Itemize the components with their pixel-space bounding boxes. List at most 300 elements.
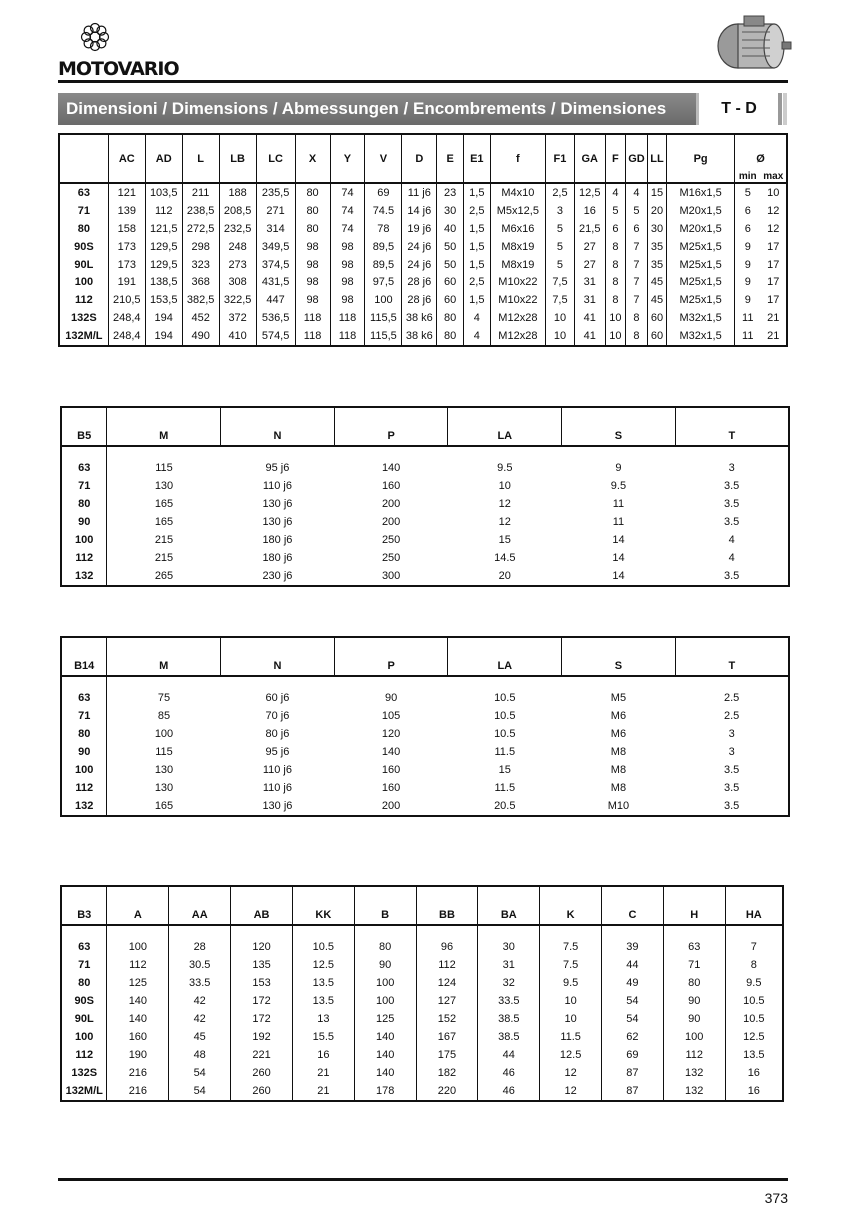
section-code: T - D <box>721 100 757 117</box>
table-cell: 8 <box>605 238 626 256</box>
table-cell: 90 <box>354 956 416 974</box>
frame-size-cell: 90L <box>74 258 94 271</box>
table-cell: 132 <box>663 1082 725 1101</box>
gland-range-cell <box>735 309 788 327</box>
min-value: 11 <box>742 312 754 325</box>
gland-range-cell <box>735 291 788 309</box>
spacer-cell <box>540 925 602 938</box>
table-cell: 80 <box>437 327 464 346</box>
min-value: 9 <box>744 276 751 289</box>
table-cell: 98 <box>330 291 365 309</box>
column-header: B5 <box>77 430 92 442</box>
table-cell: 120 <box>231 938 293 956</box>
b3-foot-table <box>60 885 784 1102</box>
table-cell: 121 <box>108 183 145 202</box>
gland-range-cell <box>735 327 788 346</box>
table-cell: 129,5 <box>145 256 182 274</box>
table-row <box>59 183 787 202</box>
column-header: P <box>334 637 448 676</box>
table-cell: 44 <box>602 956 664 974</box>
table-cell: 14 <box>612 570 625 582</box>
table-cell: 60 j6 <box>265 692 290 704</box>
table-cell: 6 <box>626 220 648 238</box>
table-cell: M32x1,5 <box>667 327 735 346</box>
table-cell: 10 <box>546 309 575 327</box>
table-cell: 140 <box>381 462 401 474</box>
table-cell: 230 j6 <box>262 570 293 582</box>
table-row <box>61 974 783 992</box>
column-header: LA <box>448 407 562 446</box>
spacer-row <box>61 676 789 689</box>
table-cell: 41 <box>574 309 605 327</box>
table-cell: 110 j6 <box>262 764 292 776</box>
table-cell: 308 <box>219 273 256 291</box>
min-value: 9 <box>744 294 751 307</box>
table-cell: 11.5 <box>540 1028 602 1046</box>
table-row <box>61 992 783 1010</box>
table-cell: 8 <box>605 291 626 309</box>
spacer-cell <box>231 925 293 938</box>
table-cell: 2,5 <box>546 183 575 202</box>
table-cell: 31 <box>478 956 540 974</box>
table-cell: 112 <box>107 956 169 974</box>
column-subheader <box>647 170 667 183</box>
table-cell: 38.5 <box>478 1010 540 1028</box>
table-cell: 211 <box>182 183 219 202</box>
table-cell: 3 <box>728 462 735 474</box>
max-value: 10 <box>767 186 780 199</box>
table-cell: 127 <box>416 992 478 1010</box>
table-cell: 98 <box>330 238 365 256</box>
table-cell: 38 k6 <box>402 309 437 327</box>
table-cell: 130 <box>154 480 174 492</box>
frame-size-cell: 100 <box>61 531 107 549</box>
spacer-cell <box>663 925 725 938</box>
table-cell: 8 <box>626 309 648 327</box>
table-row <box>61 549 789 567</box>
min-value: 6 <box>744 204 751 217</box>
table-cell: M32x1,5 <box>667 309 735 327</box>
frame-size-cell: 132M/L <box>65 330 103 343</box>
table-cell: 105 <box>381 710 401 722</box>
gland-range-cell <box>735 256 788 274</box>
column-subheader <box>108 170 145 183</box>
column-header: AD <box>145 134 182 170</box>
table-cell: 54 <box>602 1010 664 1028</box>
motor-illustration <box>712 12 792 77</box>
table-cell: 158 <box>108 220 145 238</box>
table-cell: M4x10 <box>490 183 545 202</box>
column-header: HA <box>725 886 783 925</box>
table-cell: 96 <box>416 938 478 956</box>
spacer-cell <box>107 676 221 689</box>
table-cell: 38 k6 <box>402 327 437 346</box>
table-cell: 8 <box>626 327 648 346</box>
table-cell: 9.5 <box>497 462 513 474</box>
table-cell: 160 <box>381 764 401 776</box>
frame-size-cell: 132S <box>71 312 97 325</box>
table-cell: M10x22 <box>490 273 545 291</box>
frame-size-cell: 90 <box>61 743 107 761</box>
table-cell: 135 <box>231 956 293 974</box>
table-row <box>61 1082 783 1101</box>
table-cell: 60 <box>437 291 464 309</box>
max-value: 17 <box>767 258 780 271</box>
table-cell: 62 <box>602 1028 664 1046</box>
column-header: S <box>562 637 676 676</box>
table-cell: 3.5 <box>723 782 740 794</box>
table-cell: 31 <box>574 273 605 291</box>
table-cell: 130 <box>154 764 174 776</box>
table-cell: 160 <box>381 782 401 794</box>
table-cell: 30 <box>647 220 667 238</box>
table-cell: 24 j6 <box>402 256 437 274</box>
table-cell: 98 <box>295 256 330 274</box>
table-cell: 85 <box>157 710 171 722</box>
table-cell: 140 <box>107 992 169 1010</box>
table-cell: 11 <box>612 498 625 510</box>
table-cell: 121,5 <box>145 220 182 238</box>
table-cell: 215 <box>154 534 174 546</box>
table-row <box>59 220 787 238</box>
table-cell: 2,5 <box>463 273 490 291</box>
table-cell: 10.5 <box>725 992 783 1010</box>
table-cell: 3 <box>728 728 735 740</box>
table-cell: 447 <box>256 291 295 309</box>
table-row <box>61 779 789 797</box>
spacer-cell <box>562 676 676 689</box>
column-header: D <box>402 134 437 170</box>
table-cell: 7,5 <box>546 273 575 291</box>
table-cell: 271 <box>256 202 295 220</box>
frame-size-cell: 100 <box>61 1028 107 1046</box>
table-cell: 40 <box>437 220 464 238</box>
table-cell: 4 <box>728 552 735 564</box>
table-cell: 3.5 <box>723 800 740 812</box>
column-header: GA <box>574 134 605 170</box>
table-cell: 5 <box>546 238 575 256</box>
table-cell: 98 <box>295 273 330 291</box>
frame-size-cell: 80 <box>61 974 107 992</box>
title-bar <box>58 93 696 125</box>
title-end-bar <box>783 93 787 125</box>
table-row <box>59 309 787 327</box>
table-cell: 574,5 <box>256 327 295 346</box>
table-cell: 182 <box>416 1064 478 1082</box>
table-cell: 382,5 <box>182 291 219 309</box>
table-cell: 8 <box>605 273 626 291</box>
table-row <box>61 1064 783 1082</box>
table-cell: 112 <box>145 202 182 220</box>
table-cell: 39 <box>602 938 664 956</box>
table-cell: 100 <box>154 728 174 740</box>
table-cell: 20.5 <box>494 800 516 812</box>
table-cell: 89,5 <box>365 256 402 274</box>
frame-size-cell: 63 <box>77 186 91 199</box>
table-cell: 153 <box>231 974 293 992</box>
spacer-cell <box>354 925 416 938</box>
table-cell: 110 j6 <box>262 480 292 492</box>
table-cell: 80 <box>295 202 330 220</box>
table-cell: 44 <box>478 1046 540 1064</box>
table-cell: 103,5 <box>145 183 182 202</box>
table-row <box>61 956 783 974</box>
table-cell: 273 <box>219 256 256 274</box>
spacer-cell <box>448 446 562 459</box>
max-value: 17 <box>767 240 780 253</box>
table-cell: 115 <box>155 746 173 758</box>
column-header: f <box>490 134 545 170</box>
table-row <box>61 761 789 779</box>
table-cell: 165 <box>154 498 174 510</box>
table-cell: 188 <box>219 183 256 202</box>
table-cell: 63 <box>663 938 725 956</box>
table-cell: 4 <box>626 183 648 202</box>
frame-size-cell: 63 <box>61 459 107 477</box>
min-value: 6 <box>744 222 751 235</box>
table-cell: 15 <box>498 764 511 776</box>
table-cell: 130 <box>154 782 174 794</box>
table-cell: 98 <box>295 291 330 309</box>
table-row <box>61 797 789 816</box>
table-cell: 191 <box>108 273 145 291</box>
table-cell: M8x19 <box>490 238 545 256</box>
table-cell: 71 <box>663 956 725 974</box>
brand-name: MOTOVARIO <box>58 58 179 80</box>
table-cell: 250 <box>381 552 401 564</box>
table-cell: 41 <box>574 327 605 346</box>
table-cell: 118 <box>330 309 365 327</box>
table-cell: 80 <box>354 938 416 956</box>
column-header: E1 <box>463 134 490 170</box>
table-row <box>61 495 789 513</box>
frame-size-cell: 100 <box>74 276 94 289</box>
table-cell: 194 <box>145 309 182 327</box>
column-subheader <box>546 170 575 183</box>
table-cell: 10 <box>605 327 626 346</box>
frame-size-cell: 80 <box>77 222 91 235</box>
table-cell: 9.5 <box>540 974 602 992</box>
table-cell: 1,5 <box>463 220 490 238</box>
frame-size-cell: 100 <box>61 761 107 779</box>
table-cell: M8 <box>610 746 627 758</box>
frame-size-cell: 112 <box>61 779 107 797</box>
table-cell: 3.5 <box>723 516 740 528</box>
frame-size-cell: 71 <box>61 956 107 974</box>
table-row <box>59 327 787 346</box>
table-cell: 10 <box>540 1010 602 1028</box>
table-cell: 221 <box>231 1046 293 1064</box>
column-header: T <box>675 407 789 446</box>
table-cell: 431,5 <box>256 273 295 291</box>
table-cell: 132 <box>663 1064 725 1082</box>
frame-size-cell: 71 <box>77 204 91 217</box>
table-cell: 118 <box>330 327 365 346</box>
table-cell: 27 <box>574 256 605 274</box>
table-cell: 120 <box>381 728 401 740</box>
table-cell: 7 <box>626 273 648 291</box>
title-separator <box>696 93 699 125</box>
table-cell: 9 <box>615 462 622 474</box>
table-cell: 10.5 <box>494 692 516 704</box>
table-cell: 260 <box>231 1064 293 1082</box>
column-subheader <box>145 170 182 183</box>
frame-size-cell: 63 <box>61 938 107 956</box>
table-cell: 7.5 <box>540 938 602 956</box>
table-cell: 215 <box>154 552 174 564</box>
table-cell: 21 <box>292 1082 354 1101</box>
table-cell: 140 <box>354 1028 416 1046</box>
spacer-cell <box>61 676 107 689</box>
table-cell: 220 <box>416 1082 478 1101</box>
column-header: F <box>605 134 626 170</box>
table-row <box>61 459 789 477</box>
table-cell: 100 <box>663 1028 725 1046</box>
spacer-cell <box>107 446 221 459</box>
table-cell: 216 <box>107 1082 169 1101</box>
column-header: N <box>221 637 335 676</box>
table-cell: 97,5 <box>365 273 402 291</box>
table-cell: 140 <box>354 1064 416 1082</box>
table-row <box>59 273 787 291</box>
column-header: GD <box>626 134 648 170</box>
table-cell: 115,5 <box>365 309 402 327</box>
table-cell: 5 <box>546 220 575 238</box>
spacer-cell <box>675 676 789 689</box>
table-cell: 130 j6 <box>262 800 293 812</box>
table-cell: 9.5 <box>610 480 627 492</box>
table-cell: 160 <box>381 480 401 492</box>
table-cell: 80 <box>437 309 464 327</box>
table-row <box>61 567 789 586</box>
table-cell: 74 <box>330 220 365 238</box>
table-cell: 10 <box>540 992 602 1010</box>
spacer-row <box>61 925 783 938</box>
table-cell: 194 <box>145 327 182 346</box>
column-header: C <box>602 886 664 925</box>
table-cell: 125 <box>354 1010 416 1028</box>
column-header: M <box>107 637 221 676</box>
table-cell: M8 <box>610 782 627 794</box>
table-cell: 3 <box>546 202 575 220</box>
table-cell: 74 <box>330 202 365 220</box>
table-cell: 349,5 <box>256 238 295 256</box>
table-row <box>61 707 789 725</box>
table-row <box>61 689 789 707</box>
column-subheader <box>667 170 735 183</box>
column-header: B3 <box>77 909 92 921</box>
table-cell: 2.5 <box>723 692 740 704</box>
table-cell: 42 <box>169 1010 231 1028</box>
table-cell: 60 <box>437 273 464 291</box>
column-header: M <box>107 407 221 446</box>
table-cell: 98 <box>295 238 330 256</box>
table-cell: 15 <box>498 534 511 546</box>
table-cell: 16 <box>292 1046 354 1064</box>
table-cell: 100 <box>354 974 416 992</box>
table-row <box>61 513 789 531</box>
table-cell: M16x1,5 <box>667 183 735 202</box>
table-cell: 8 <box>725 956 783 974</box>
table-cell: 98 <box>330 256 365 274</box>
table-cell: 452 <box>182 309 219 327</box>
table-cell: 19 j6 <box>402 220 437 238</box>
table-cell: 45 <box>647 291 667 309</box>
table-cell: 95 j6 <box>265 746 290 758</box>
table-cell: M10x22 <box>490 291 545 309</box>
table-cell: 323 <box>182 256 219 274</box>
table-cell: 12 <box>540 1082 602 1101</box>
table-cell: 10 <box>546 327 575 346</box>
table-cell: 16 <box>725 1082 783 1101</box>
table-cell: 60 <box>647 327 667 346</box>
table-cell: 74 <box>330 183 365 202</box>
column-subheader <box>256 170 295 183</box>
spacer-cell <box>61 446 107 459</box>
table-cell: 7 <box>626 256 648 274</box>
table-cell: 45 <box>647 273 667 291</box>
max-value: 21 <box>767 330 780 343</box>
spacer-cell <box>169 925 231 938</box>
column-header: T <box>675 637 789 676</box>
table-cell: 16 <box>725 1064 783 1082</box>
table-cell: 54 <box>169 1082 231 1101</box>
column-header: B14 <box>74 660 95 672</box>
column-header: E <box>437 134 464 170</box>
table-cell: 322,5 <box>219 291 256 309</box>
table-cell: 54 <box>169 1064 231 1082</box>
frame-size-cell: 112 <box>75 294 93 307</box>
column-header: LC <box>256 134 295 170</box>
table-cell: 45 <box>169 1028 231 1046</box>
table-row <box>61 477 789 495</box>
frame-size-cell: 132 <box>61 567 107 586</box>
table-cell: 13.5 <box>725 1046 783 1064</box>
column-subheader <box>182 170 219 183</box>
table-cell: 10.5 <box>494 710 516 722</box>
title-end-bar <box>778 93 782 125</box>
min-value: 9 <box>744 240 751 253</box>
table-cell: M8 <box>610 764 627 776</box>
column-subheader <box>605 170 626 183</box>
frame-size-cell: 132S <box>61 1064 107 1082</box>
table-cell: 90 <box>663 992 725 1010</box>
table-cell: 4 <box>463 327 490 346</box>
frame-size-cell: 132M/L <box>61 1082 107 1101</box>
table-cell: 124 <box>416 974 478 992</box>
column-header: BA <box>478 886 540 925</box>
frame-size-cell: 71 <box>61 477 107 495</box>
table-cell: 125 <box>107 974 169 992</box>
frame-size-cell: 80 <box>61 725 107 743</box>
table-cell: 24 j6 <box>402 238 437 256</box>
table-cell: 4 <box>605 183 626 202</box>
table-cell: 3.5 <box>723 764 740 776</box>
table-cell: 35 <box>647 256 667 274</box>
table-cell: 28 j6 <box>402 273 437 291</box>
table-cell: 14.5 <box>494 552 516 564</box>
gland-range-cell <box>735 220 788 238</box>
table-row <box>59 291 787 309</box>
spacer-cell <box>107 925 169 938</box>
table-cell: 12.5 <box>292 956 354 974</box>
column-header: LA <box>448 637 562 676</box>
table-cell: 1,5 <box>463 291 490 309</box>
table-cell: 46 <box>478 1064 540 1082</box>
column-header: X <box>295 134 330 170</box>
max-value: 12 <box>767 204 780 217</box>
table-cell: 115,5 <box>365 327 402 346</box>
